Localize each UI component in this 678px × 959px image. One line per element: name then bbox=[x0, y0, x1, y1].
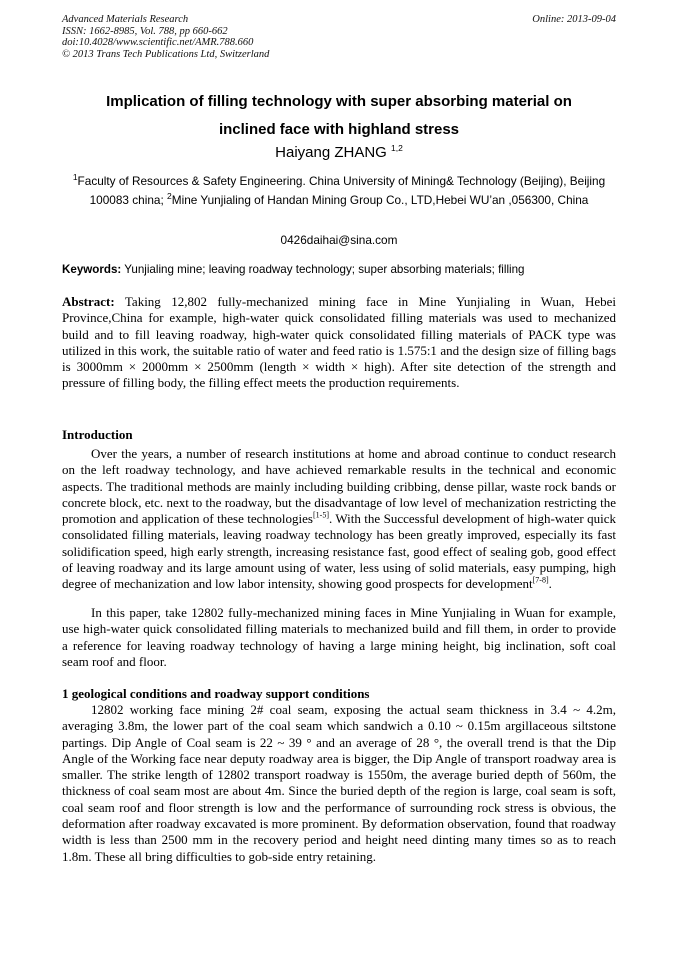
intro-p1-part-b: . With the Successful development of high-water quick consolidated filling materials, leaving roadway technology has been greatly improved, especially its fast solidification speed, high early strength, increasing resistance fast, good effect of sealing gob, good effect of leaving roadway and its large amount using of water, less using of solid materials, easy pumping, high degree of mechanization and low labor intensity, showing good prospects for development bbox=[62, 511, 617, 592]
author-line bbox=[62, 143, 616, 163]
citation-1-5: [1-5] bbox=[313, 510, 329, 520]
intro-p1-part-a: Over the years, a number of research institutions at home and abroad continue to conduct research on the left roadway technology, and have achieved remarkable results in the technical and economic aspects. The traditional methods are mainly including building cribbing, dense pillar, waste rock bands or concrete block, etc. next to the roadway, but the disadvantage of low level of mechanization restricting the promotion and application of these technologies bbox=[62, 446, 616, 527]
issn-line: ISSN: 1662-8985, Vol. 788, pp 660-662 bbox=[62, 25, 228, 37]
title-line-1: Implication of filling technology with super absorbing material on bbox=[106, 93, 572, 110]
keywords bbox=[62, 262, 616, 278]
journal-name: Advanced Materials Research bbox=[62, 14, 189, 25]
citation-7-8: [7-8] bbox=[532, 576, 549, 586]
affiliation-marker-2: 2 bbox=[167, 191, 172, 202]
journal-header bbox=[62, 14, 616, 60]
affiliations bbox=[62, 172, 616, 210]
paper-title bbox=[62, 88, 616, 144]
section-1-paragraph: 12802 working face mining 2# coal seam, exposing the actual seam thickness in 3.4 ~ 4.2m, averaging 3.8m, the lower part of the coal seam which sandwich a 0.10 ~ 0.15m argillaceous siltstone partings. Dip Angle of Coal seam is 22 ~ 39 ° and an average of 28 °, the overall trend is that the Dip Angle of the Working face near deputy roadway area is bigger, the Dip Angle of transport roadway area is smaller. The strike length of 12802 transport roadway is 1550m, the average buried depth of 560m, the thickness of coal seam most are about 4m. Since the buried depth of the region is large, coal seam is soft, coal seam roof and floor strength is low and the performance of surrounding rock stress is obvious, the deformation after roadway excavated is more prominent. By deformation observation, found that roadway width is less than 2500 mm in the recovery period and height need dinting many times so as to reach 1.8m. These all bring difficulties to gob-side entry retaining. bbox=[62, 702, 616, 864]
introduction-heading: Introduction bbox=[62, 427, 133, 442]
abstract bbox=[62, 294, 616, 392]
keywords-label: Keywords: bbox=[62, 263, 122, 276]
keywords-text: Yunjialing mine; leaving roadway technology; super absorbing materials; filling bbox=[121, 263, 525, 276]
intro-p1-part-c: . bbox=[548, 576, 552, 592]
section-1-heading: 1 geological conditions and roadway support conditions bbox=[62, 686, 370, 701]
affiliation-marker-1: 1 bbox=[72, 172, 78, 183]
abstract-label: Abstract: bbox=[62, 294, 115, 309]
author-affiliation-marker: 1,2 bbox=[391, 143, 403, 153]
online-date: Online: 2013-09-04 bbox=[532, 14, 616, 25]
title-line-2: inclined face with highland stress bbox=[218, 121, 460, 138]
introduction-paragraph-2: In this paper, take 12802 fully-mechanized mining faces in Mine Yunjialing in Wuan for example, use high-water quick consolidated filling materials to mechanized build and fill them, in order to provide a reference for leaving roadway technology of having a large mining height, big inclination, soft coal seam roof and floor. bbox=[62, 605, 616, 669]
affiliation-1: Faculty of Resources & Safety Engineering. China University of Mining& Technology (Beijing), Beijing 100083 china; bbox=[77, 174, 606, 207]
abstract-text: Taking 12,802 fully-mechanized mining face in Mine Yunjialing in Wuan, Hebei Province,China for example, high-water quick consolidated filling materials was used to mechanized build and to fill leaving roadway, high-water quick consolidated filling materials of PACK type was utilized in this work, the suitable ratio of water and feed ratio is 1.575:1 and the design size of filling bags is 3000mm × 2000mm × 2500mm (length × width × high). After site detection of the strength and pressure of filling body, the filling effect meets the production requirements. bbox=[62, 294, 616, 391]
author-name: Haiyang ZHANG bbox=[275, 144, 387, 161]
author-email: 0426daihai@sina.com bbox=[280, 233, 398, 247]
affiliation-2: Mine Yunjialing of Handan Mining Group Co., LTD,Hebei WU’an ,056300, China bbox=[171, 193, 589, 207]
copyright-line: © 2013 Trans Tech Publications Ltd, Switzerland bbox=[62, 48, 270, 60]
doi-line: doi:10.4028/www.scientific.net/AMR.788.660 bbox=[62, 37, 254, 48]
introduction-paragraph-1 bbox=[62, 446, 616, 593]
